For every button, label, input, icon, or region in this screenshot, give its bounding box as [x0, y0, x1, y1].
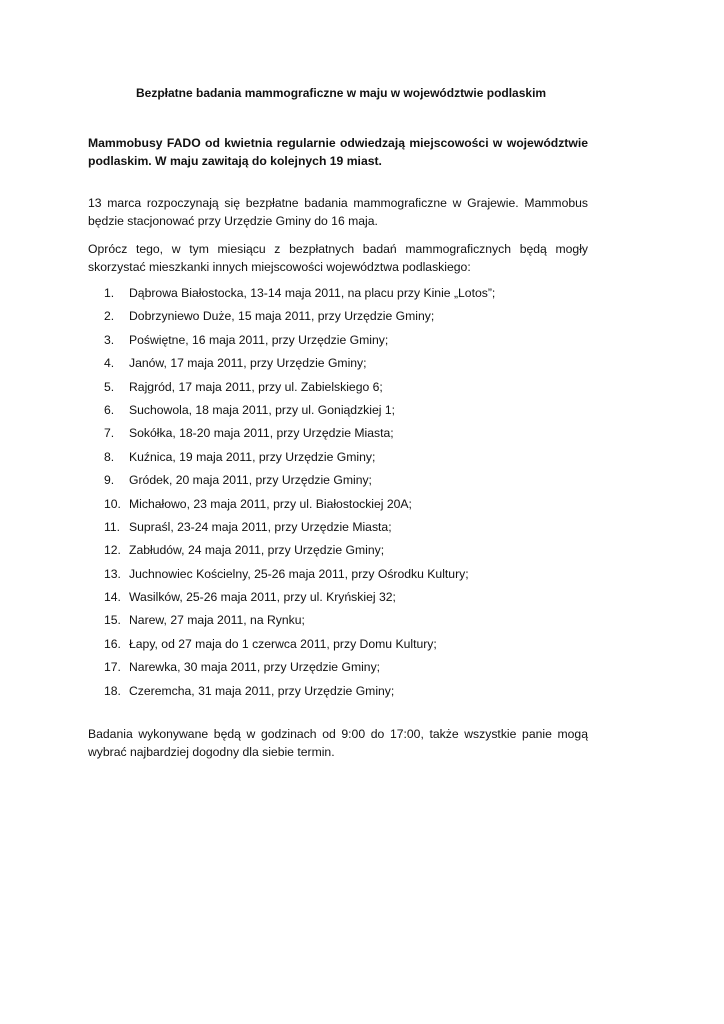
list-item [88, 611, 588, 634]
list-item-text: Dobrzyniewo Duże, 15 maja 2011, przy Urzędzie Gminy; [129, 309, 435, 324]
document-title: Bezpłatne badania mammograficzne w maju w województwie podlaskim [136, 86, 547, 100]
list-item-text: Wasilków, 25-26 maja 2011, przy ul. Kryńskiej 32; [129, 590, 396, 605]
list-item-text: Poświętne, 16 maja 2011, przy Urzędzie Gminy; [129, 332, 389, 347]
document-body [88, 84, 588, 761]
lead-paragraph: Mammobusy FADO od kwietnia regularnie odwiedzają miejscowości w województwie podlaskim. W maju zawitają do kolejnych 19 miast. [88, 136, 588, 168]
intro-paragraph: 13 marca rozpoczynają się bezpłatne badania mammograficzne w Grajewie. Mammobus będzie stacjonować przy Urzędzie Gminy do 16 maja. [88, 196, 588, 228]
list-item [88, 588, 588, 611]
list-item-text: Sokółka, 18-20 maja 2011, przy Urzędzie Miasta; [129, 426, 394, 441]
list-item [88, 565, 588, 588]
list-item-number: 18. [104, 683, 121, 698]
list-item-text: Dąbrowa Białostocka, 13-14 maja 2011, na placu przy Kinie „Lotos”; [129, 286, 496, 300]
list-item-number: 8. [104, 449, 115, 464]
list-item-text: Juchnowiec Kościelny, 25-26 maja 2011, przy Ośrodku Kultury; [129, 566, 469, 581]
list-item-text: Zabłudów, 24 maja 2011, przy Urzędzie Gminy; [129, 543, 385, 558]
closing-paragraph: Badania wykonywane będą w godzinach od 9:00 do 17:00, także wszystkie panie mogą wybrać najbardziej dogodny dla siebie termin. [88, 727, 588, 760]
list-item [88, 541, 588, 564]
list-item [88, 401, 588, 424]
list-item-number: 12. [104, 543, 121, 558]
list-item-number: 16. [104, 636, 121, 651]
list-item-text: Kuźnica, 19 maja 2011, przy Urzędzie Gminy; [129, 449, 376, 464]
list-item-text: Janów, 17 maja 2011, przy Urzędzie Gminy; [129, 356, 367, 371]
list-item [88, 635, 588, 658]
list-item-text: Narew, 27 maja 2011, na Rynku; [129, 613, 305, 628]
list-item-number: 3. [104, 332, 115, 347]
list-item [88, 658, 588, 681]
list-item-number: 10. [104, 496, 121, 511]
list-item [88, 331, 588, 354]
list-item-number: 1. [104, 286, 115, 300]
list-item [88, 354, 588, 377]
list-item [88, 518, 588, 541]
list-item-number: 17. [104, 660, 121, 675]
list-item-text: Suchowola, 18 maja 2011, przy ul. Goniądzkiej 1; [129, 402, 396, 417]
list-item-number: 2. [104, 309, 115, 324]
list-item-number: 13. [104, 566, 121, 581]
list-item-number: 15. [104, 613, 121, 628]
list-item-text: Łapy, od 27 maja do 1 czerwca 2011, przy Domu Kultury; [129, 636, 437, 651]
list-item-text: Narewka, 30 maja 2011, przy Urzędzie Gminy; [129, 660, 381, 675]
locations-intro-paragraph: Oprócz tego, w tym miesiącu z bezpłatnych badań mammograficznych będą mogły skorzystać mieszkanki innych miejscowości województwa podlaskiego: [88, 242, 588, 274]
list-item-number: 4. [104, 356, 115, 371]
list-item-number: 9. [104, 473, 115, 488]
list-item-text: Czeremcha, 31 maja 2011, przy Urzędzie Gminy; [129, 683, 395, 698]
list-item-text: Rajgród, 17 maja 2011, przy ul. Zabielskiego 6; [129, 379, 383, 394]
list-item [88, 448, 588, 471]
locations-list [88, 284, 588, 705]
list-item [88, 424, 588, 447]
list-item-number: 11. [104, 519, 121, 534]
list-item-text: Michałowo, 23 maja 2011, przy ul. Białostockiej 20A; [129, 496, 412, 511]
list-item-number: 5. [104, 379, 115, 394]
list-item [88, 471, 588, 494]
list-item [88, 307, 588, 330]
list-item-number: 14. [104, 590, 121, 605]
list-item-text: Gródek, 20 maja 2011, przy Urzędzie Gminy; [129, 473, 372, 488]
list-item [88, 378, 588, 401]
list-item [88, 682, 588, 705]
list-item [88, 284, 588, 307]
list-item-number: 6. [104, 402, 115, 417]
list-item-text: Supraśl, 23-24 maja 2011, przy Urzędzie Miasta; [129, 519, 392, 534]
list-item [88, 495, 588, 518]
list-item-number: 7. [104, 426, 115, 441]
